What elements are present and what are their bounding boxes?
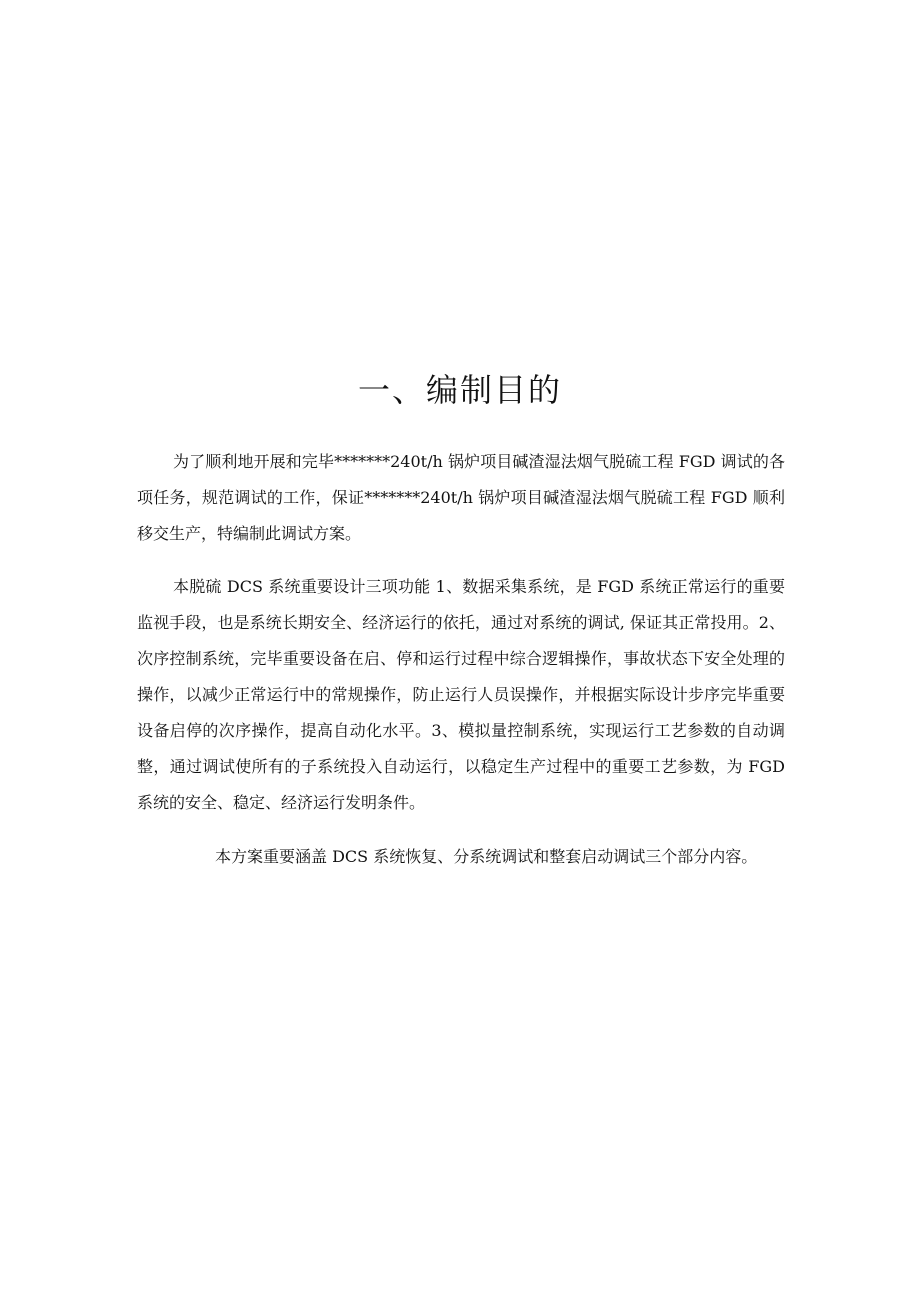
paragraph-scope: 本方案重要涵盖 DCS 系统恢复、分系统调试和整套启动调试三个部分内容。	[215, 847, 758, 866]
section-heading: 一、编制目的	[357, 371, 562, 409]
paragraph-purpose: 为了顺利地开展和完毕*******240t/h 锅炉项目碱渣湿法烟气脱硫工程 FGD 调试的各项任务，规范调试的工作，保证*******240t/h 锅炉项目碱渣湿法烟气脱硫工程 FGD 顺利移交生产，特编制此调试方案。	[137, 452, 785, 543]
document-body	[137, 444, 785, 875]
paragraph-dcs-functions: 本脱硫 DCS 系统重要设计三项功能 1、数据采集系统，是 FGD 系统正常运行的重要监视手段，也是系统长期安全、经济运行的依托，通过对系统的调试, 保证其正常投用。2、次序控制系统，完毕重要设备在启、停和运行过程中综合逻辑操作，事故状态下安全处理的操作，以减少正常运行中的常规操作，防止运行人员误操作，并根据实际设计步序完毕重要设备启停的次序操作，提高自动化水平。3、模拟量控制系统，实现运行工艺参数的自动调整，通过调试使所有的子系统投入自动运行，以稳定生产过程中的重要工艺参数，为 FGD 系统的安全、稳定、经济运行发明条件。	[137, 577, 785, 812]
